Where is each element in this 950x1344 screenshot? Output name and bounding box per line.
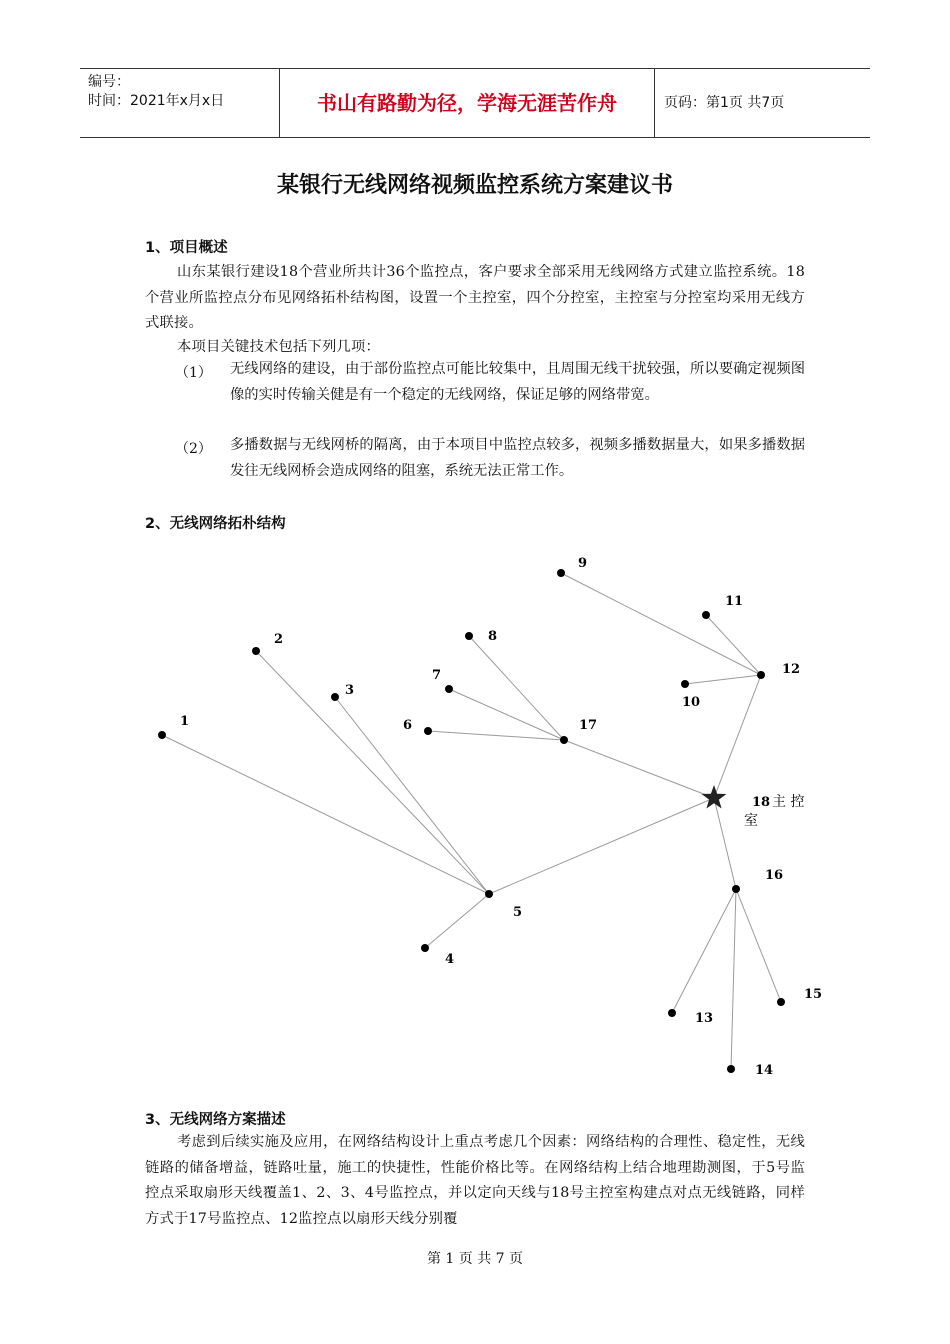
node-4-dot [421,944,429,952]
item-2-number: （2） [175,441,212,457]
link-1-5 [162,735,489,894]
node-18-label: 18 [752,795,771,810]
link-17-18 [564,740,714,798]
node-7-label: 7 [432,668,442,683]
section3-heading: 3、无线网络方案描述 [145,1112,286,1128]
node-13-dot [668,1009,676,1017]
node-15-dot [777,998,785,1006]
link-2-5 [256,651,489,894]
section1-heading: 1、项目概述 [145,240,228,256]
node-18-sublabel-b: 室 [744,813,758,829]
page-footer: 第 1 页 共 7 页 [426,1251,524,1267]
node-14-label: 14 [755,1063,774,1078]
node-6-label: 6 [403,718,413,733]
node-5-label: 5 [513,905,523,920]
link-10-12 [685,675,761,684]
topology-diagram [0,540,950,1085]
node-15-label: 15 [804,987,823,1002]
link-12-18 [714,675,761,798]
node-18-sublabel-a: 主 控 [772,794,805,810]
node-9-dot [557,569,565,577]
node-8-dot [465,632,473,640]
section1-para2: 本项目关键技术包括下列几项： [177,339,380,355]
node-14-dot [727,1065,735,1073]
node-11-dot [702,611,710,619]
number-label: 编号： [88,74,130,90]
node-17-dot [560,736,568,744]
link-4-5 [425,894,489,948]
node-8-label: 8 [488,629,498,644]
link-16-18 [714,798,736,889]
node-3-dot [331,693,339,701]
node-1-dot [158,731,166,739]
link-6-17 [428,731,564,740]
section1-para1: 山东某银行建设18个营业所共计36个监控点，客户要求全部采用无线网络方式建立监控系统。18个营业所监控点分布见网络拓朴结构图，设置一个主控室，四个分控室，主控室与分控室均采用无线方式联接。 [145,264,805,331]
link-11-12 [706,615,761,675]
node-10-label: 10 [682,695,701,710]
page-header [80,68,870,138]
item-1-text: 无线网络的建设，由于部份监控点可能比较集中，且周围无线干扰较强，所以要确定视频图像的实时传输关健是有一个稳定的无线网络，保证足够的网络带宽。 [230,361,805,403]
header-page-info: 页码：第1页 共7页 [664,95,785,111]
link-14-16 [731,889,736,1069]
node-7-dot [445,685,453,693]
node-2-dot [252,647,260,655]
link-5-18 [489,798,714,894]
header-motto: 书山有路勤为径，学海无涯苦作舟 [280,69,655,137]
node-1-label: 1 [180,714,190,729]
node-13-label: 13 [695,1011,714,1026]
node-12-label: 12 [782,662,801,677]
node-6-dot [424,727,432,735]
time-label: 时间：2021年x月x日 [88,93,225,109]
node-5-dot [485,890,493,898]
item-1-number: （1） [175,365,212,381]
node-9-label: 9 [578,556,588,571]
section2-heading: 2、无线网络拓朴结构 [145,516,286,532]
node-16-label: 16 [765,868,784,883]
link-7-17 [449,689,564,740]
link-9-12 [561,573,761,675]
node-16-dot [732,885,740,893]
node-10-dot [681,680,689,688]
node-3-label: 3 [345,683,355,698]
document-title: 某银行无线网络视频监控系统方案建议书 [276,173,673,198]
node-12-dot [757,671,765,679]
item-2-text: 多播数据与无线网桥的隔离，由于本项目中监控点较多，视频多播数据量大，如果多播数据发往无线网桥会造成网络的阻塞，系统无法正常工作。 [230,437,805,479]
link-13-16 [672,889,736,1013]
node-2-label: 2 [274,632,284,647]
main-control-star-icon [702,785,727,809]
header-meta [80,69,280,137]
link-15-16 [736,889,781,1002]
node-11-label: 11 [725,594,744,609]
node-17-label: 17 [579,718,598,733]
link-8-17 [469,636,564,740]
node-4-label: 4 [445,952,455,967]
section3-para: 考虑到后续实施及应用，在网络结构设计上重点考虑几个因素：网络结构的合理性、稳定性，无线链路的储备增益，链路吐量，施工的快捷性，性能价格比等。在网络结构上结合地理勘测图，于5号监控点采取扇形天线覆盖1、2、3、4号监控点，并以定向天线与18号主控室构建点对点无线链路，同样方式于17号监控点、12监控点以扇形天线分别覆 [145,1134,805,1227]
